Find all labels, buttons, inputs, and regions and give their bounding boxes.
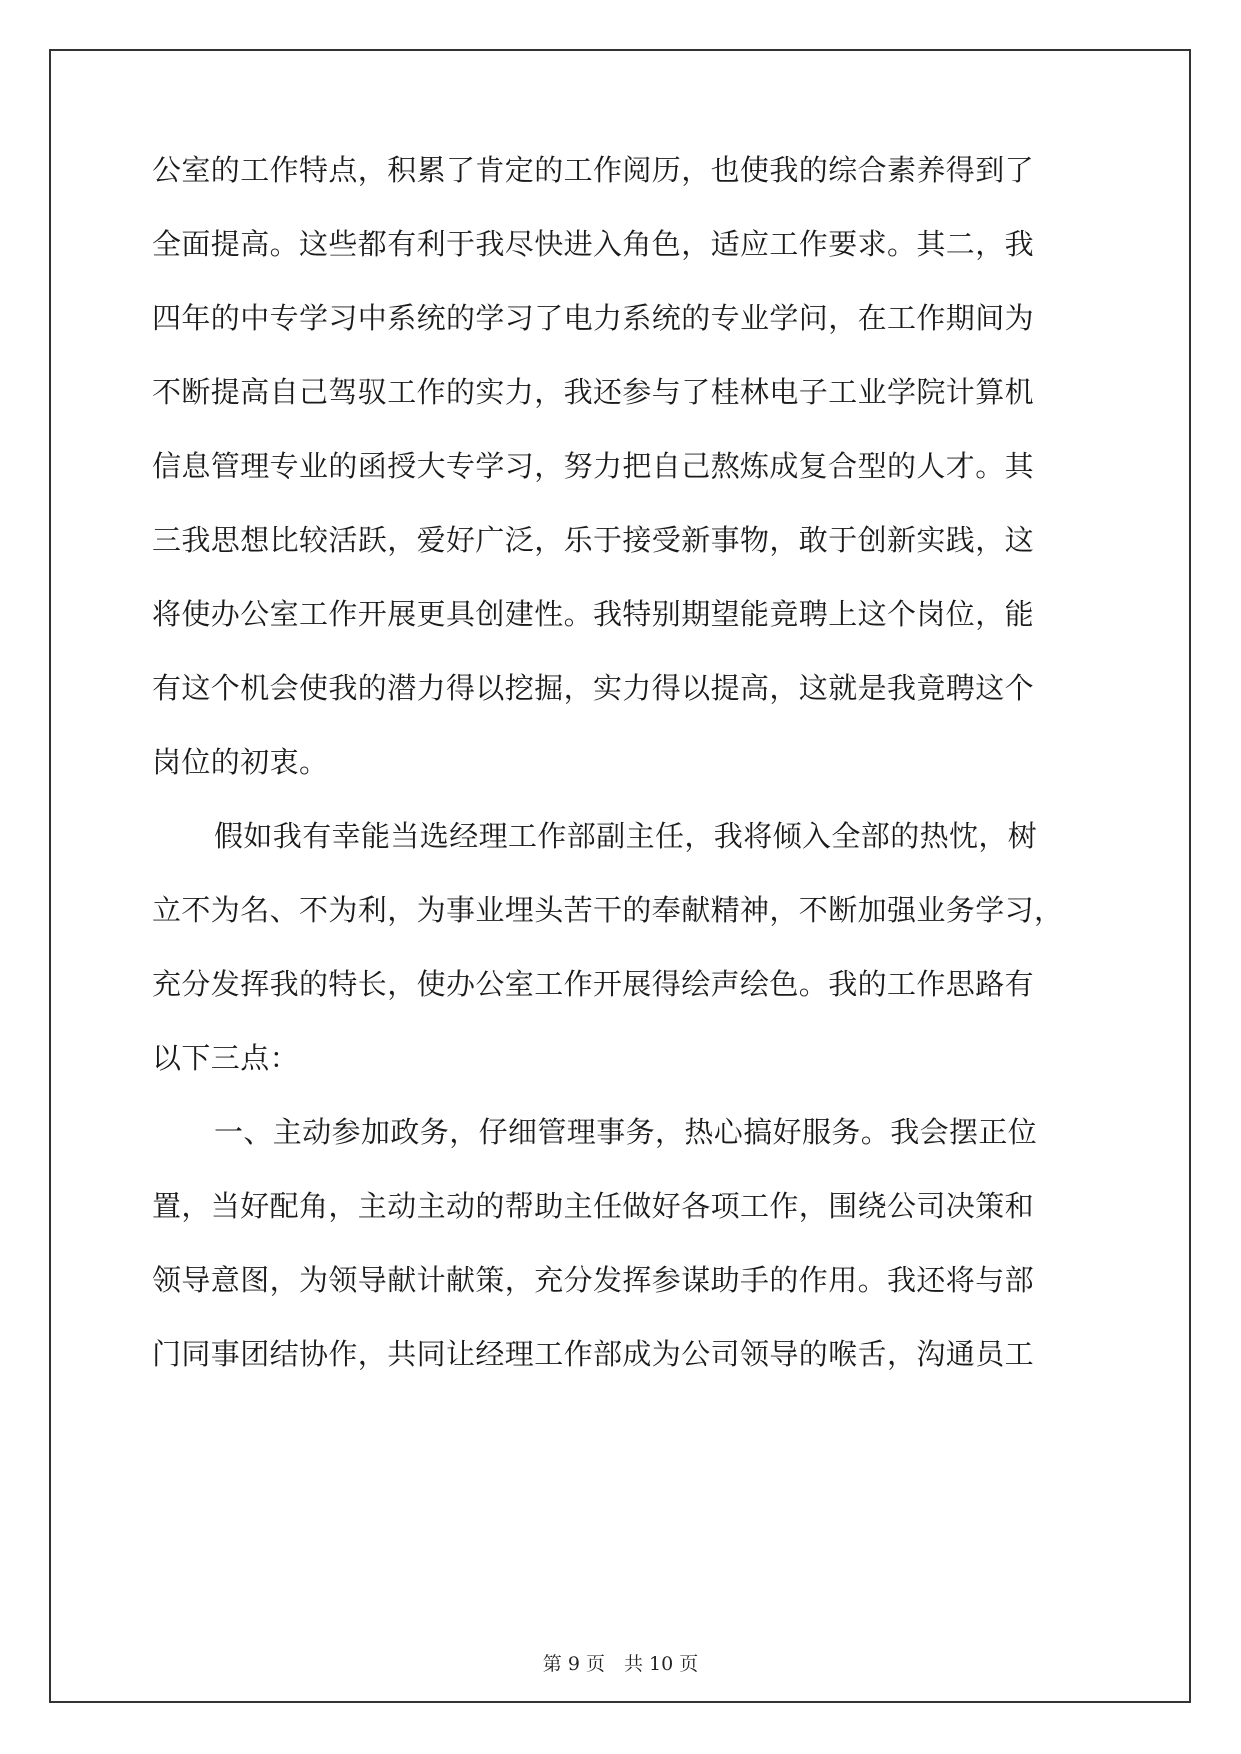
text-line: 信息管理专业的函授大专学习，努力把自己熬炼成复合型的人才。其 — [152, 449, 1035, 483]
text-line: 公室的工作特点，积累了肯定的工作阅历，也使我的综合素养得到了 — [152, 153, 1035, 187]
page-number: 第 9 页 共 10 页 — [542, 1653, 699, 1675]
text-line: 三我思想比较活跃，爱好广泛，乐于接受新事物，敢于创新实践，这 — [152, 523, 1035, 557]
text-line: 置，当好配角，主动主动的帮助主任做好各项工作，围绕公司决策和 — [152, 1189, 1035, 1223]
paragraph-first-line: 一、主动参加政务，仔细管理事务，热心搞好服务。我会摆正位 — [214, 1115, 1038, 1149]
text-line: 岗位的初衷。 — [152, 745, 329, 779]
text-line: 充分发挥我的特长，使办公室工作开展得绘声绘色。我的工作思路有 — [152, 967, 1035, 1001]
text-line: 将使办公室工作开展更具创建性。我特别期望能竟聘上这个岗位，能 — [152, 597, 1035, 631]
text-line: 领导意图，为领导献计献策，充分发挥参谋助手的作用。我还将与部 — [152, 1263, 1035, 1297]
text-line: 立不为名、不为利，为事业埋头苦干的奉献精神，不断加强业务学习， — [152, 893, 1064, 927]
text-line: 有这个机会使我的潜力得以挖掘，实力得以提高，这就是我竟聘这个 — [152, 671, 1035, 705]
text-line: 以下三点： — [152, 1041, 300, 1075]
page-border — [49, 49, 1191, 1703]
text-line: 全面提高。这些都有利于我尽快进入角色，适应工作要求。其二，我 — [152, 227, 1035, 261]
paragraph-first-line: 假如我有幸能当选经理工作部副主任，我将倾入全部的热忱，树 — [214, 819, 1038, 853]
text-line: 不断提高自己驾驭工作的实力，我还参与了桂林电子工业学院计算机 — [152, 375, 1035, 409]
text-line: 四年的中专学习中系统的学习了电力系统的专业学问，在工作期间为 — [152, 301, 1035, 335]
text-line: 门同事团结协作，共同让经理工作部成为公司领导的喉舌，沟通员工 — [152, 1337, 1035, 1371]
